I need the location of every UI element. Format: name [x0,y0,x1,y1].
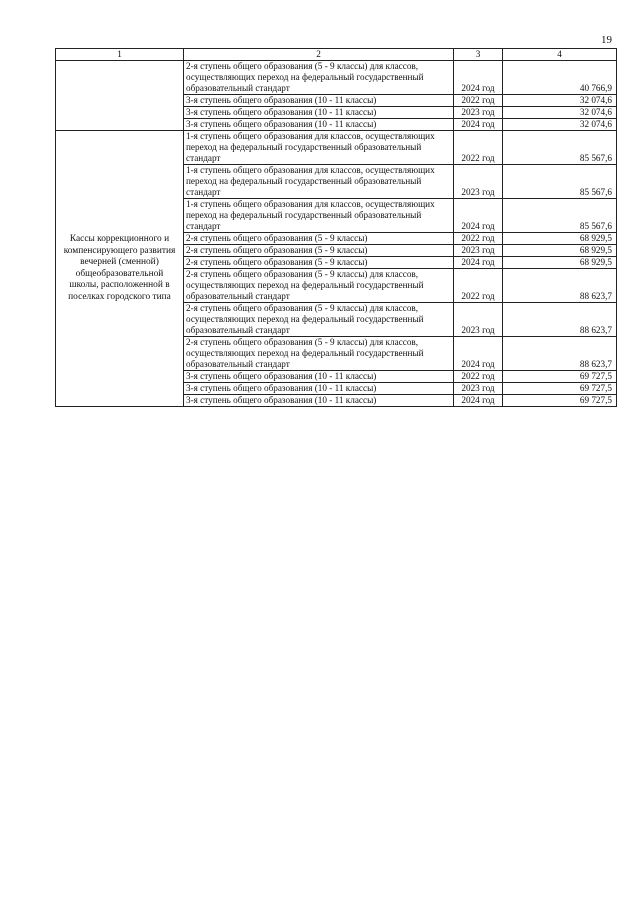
year-cell: 2022 год [454,95,503,107]
year-cell: 2024 год [454,61,503,95]
description-cell: 2-я ступень общего образования (5 - 9 классы) для классов, осуществляющих переход на федеральный государственный образовательный стандарт [184,61,454,95]
description-cell: 3-я ступень общего образования (10 - 11 классы) [184,383,454,395]
cost-table [55,48,617,407]
header-col-2: 2 [184,49,454,61]
year-cell: 2024 год [454,395,503,407]
description-cell: 2-я ступень общего образования (5 - 9 классы) [184,257,454,269]
year-cell: 2022 год [454,371,503,383]
description-cell: 2-я ступень общего образования (5 - 9 классы) [184,245,454,257]
category-cell: Кассы коррекционного и компенсирующего развития вечерней (сменной) общеобразовательной школы, расположенной в поселках городского типа [56,131,184,407]
value-cell: 88 623,7 [503,337,617,371]
description-cell: 3-я ступень общего образования (10 - 11 классы) [184,107,454,119]
page-number: 19 [601,34,612,46]
table-row [56,131,617,165]
year-cell: 2024 год [454,337,503,371]
header-col-1: 1 [56,49,184,61]
table-row [56,61,617,95]
table-body [56,61,617,407]
description-cell: 2-я ступень общего образования (5 - 9 классы) для классов, осуществляющих переход на федеральный государственный образовательный стандарт [184,269,454,303]
description-cell: 2-я ступень общего образования (5 - 9 классы) для классов, осуществляющих переход на федеральный государственный образовательный стандарт [184,303,454,337]
value-cell: 40 766,9 [503,61,617,95]
value-cell: 32 074,6 [503,119,617,131]
year-cell: 2022 год [454,269,503,303]
description-cell: 1-я ступень общего образования для классов, осуществляющих переход на федеральный государственный образовательный стандарт [184,131,454,165]
value-cell: 69 727,5 [503,395,617,407]
description-cell: 3-я ступень общего образования (10 - 11 классы) [184,119,454,131]
year-cell: 2023 год [454,165,503,199]
value-cell: 68 929,5 [503,257,617,269]
year-cell: 2024 год [454,119,503,131]
value-cell: 32 074,6 [503,95,617,107]
description-cell: 3-я ступень общего образования (10 - 11 классы) [184,371,454,383]
value-cell: 85 567,6 [503,165,617,199]
year-cell: 2023 год [454,107,503,119]
description-cell: 1-я ступень общего образования для классов, осуществляющих переход на федеральный государственный образовательный стандарт [184,165,454,199]
value-cell: 88 623,7 [503,269,617,303]
value-cell: 68 929,5 [503,245,617,257]
description-cell: 3-я ступень общего образования (10 - 11 классы) [184,395,454,407]
value-cell: 32 074,6 [503,107,617,119]
value-cell: 85 567,6 [503,199,617,233]
description-cell: 2-я ступень общего образования (5 - 9 классы) для классов, осуществляющих переход на федеральный государственный образовательный стандарт [184,337,454,371]
description-cell: 1-я ступень общего образования для классов, осуществляющих переход на федеральный государственный образовательный стандарт [184,199,454,233]
description-cell: 3-я ступень общего образования (10 - 11 классы) [184,95,454,107]
year-cell: 2024 год [454,257,503,269]
value-cell: 69 727,5 [503,383,617,395]
value-cell: 85 567,6 [503,131,617,165]
year-cell: 2022 год [454,131,503,165]
year-cell: 2022 год [454,233,503,245]
description-cell: 2-я ступень общего образования (5 - 9 классы) [184,233,454,245]
value-cell: 69 727,5 [503,371,617,383]
year-cell: 2023 год [454,383,503,395]
value-cell: 68 929,5 [503,233,617,245]
header-row [56,49,617,61]
header-col-3: 3 [454,49,503,61]
category-cell [56,61,184,131]
year-cell: 2024 год [454,199,503,233]
header-col-4: 4 [503,49,617,61]
year-cell: 2023 год [454,303,503,337]
value-cell: 88 623,7 [503,303,617,337]
year-cell: 2023 год [454,245,503,257]
